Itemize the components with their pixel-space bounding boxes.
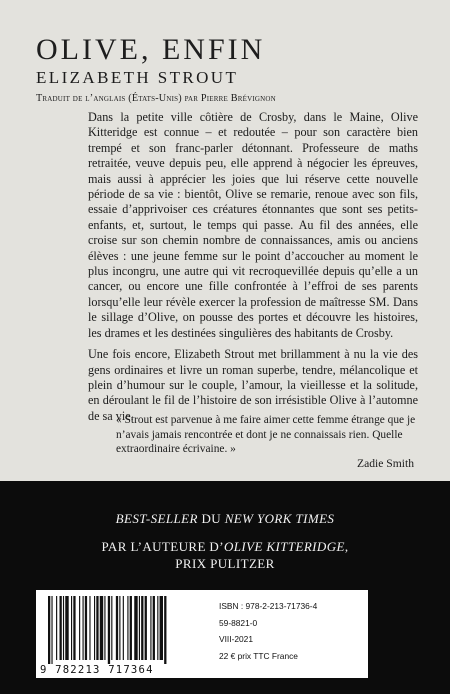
barcode-bar (79, 596, 80, 660)
barcode-bar (164, 596, 166, 664)
book-author-text: ELIZABETH STROUT (36, 68, 239, 87)
book-title (36, 34, 265, 66)
barcode-bar (83, 596, 84, 660)
barcode-bar (96, 596, 98, 660)
authoress-suffix: , (344, 539, 349, 554)
authoress-title: OLIVE KITTERIDGE (223, 539, 345, 554)
book-title-text: OLIVE, ENFIN (36, 33, 266, 66)
authoress-line (0, 539, 450, 555)
book-info (219, 598, 317, 664)
translator-credit: Traduit de l’anglais (États-Unis) par Pierre Brévignon (36, 93, 276, 104)
authoress-prefix: PAR L’AUTEURE D’ (101, 539, 224, 554)
barcode-bar (108, 596, 110, 664)
barcode-bar (153, 596, 155, 660)
prize-line: PRIX PULITZER (175, 556, 275, 571)
barcode-bar (139, 596, 140, 660)
barcode-bar (157, 596, 158, 660)
quote-attribution: Zadie Smith (357, 457, 414, 470)
price-text: 22 € prix TTC France (219, 650, 298, 661)
barcode-bar (150, 596, 151, 660)
barcode-image (48, 596, 198, 664)
review-quote: « Strout est parvenue à me faire aimer cette femme étrange que je n’avais jamais rencontrée et dont je ne connaissais rien. Quelle extraordinaire écrivaine. » (116, 414, 416, 456)
barcode-bar (71, 596, 72, 660)
barcode-bar (141, 596, 143, 660)
barcode-bar (85, 596, 87, 660)
barcode-bar (134, 596, 137, 660)
print-date: VIII-2021 (219, 634, 253, 645)
bestseller-em: BEST-SELLER (115, 511, 198, 526)
barcode-bar (145, 596, 147, 660)
barcode-bar (63, 596, 64, 660)
barcode-bar (65, 596, 68, 660)
barcode-panel (36, 590, 368, 678)
barcode-bar (51, 596, 52, 664)
barcode-bar (130, 596, 132, 660)
barcode-bar (60, 596, 62, 660)
back-cover-lower (0, 481, 450, 694)
barcode-bar (119, 596, 120, 660)
barcode-bar (104, 596, 105, 660)
edition-code: 59-8821-0 (219, 617, 258, 628)
book-author (36, 68, 238, 88)
isbn-text: ISBN : 978-2-213-71736-4 (219, 601, 318, 611)
summary-paragraph-2: Une fois encore, Elizabeth Strout met brillamment à nu la vie des gens ordinaires et livre un roman superbe, tendre, mélancolique et plein d’humour sur le couple, l’amour, la vieillesse et la solitude, en déroulant le fil de l’histoire de son irrésistible Olive à l’automne de sa vie. (88, 347, 418, 423)
book-summary (88, 110, 418, 424)
barcode-bar (89, 596, 90, 660)
barcode-bar (123, 596, 124, 660)
barcode-bar (127, 596, 128, 660)
ean-number: 9 782213 717364 (40, 664, 154, 676)
barcode-bar (73, 596, 75, 660)
barcode-bar (160, 596, 163, 660)
barcode-bar (56, 596, 57, 660)
barcode-bar (94, 596, 95, 660)
barcode-bar (116, 596, 118, 660)
barcode-bar (111, 596, 112, 660)
barcode-bar (48, 596, 50, 664)
summary-paragraph-1: Dans la petite ville côtière de Crosby, dans le Maine, Olive Kitteridge est connue – et redoutée – pour son caractère bien trempé et son franc-parler détonnant. Professeure de maths retraitée, veuve depuis peu, elle apprend à négocier les épreuves, mais aussi à apprécier les joies que lui réserve cette nouvelle période de sa vie : bientôt, Olive se remarie, renoue avec son fils, essaie d’apprivoiser ces créatures étonnantes que sont ses petits-enfants, et, surtout, le temps qui passe. Au fil des années, elle croise sur son chemin nombre de connaissances, amis ou anciens élèves : une jeune femme sur le point d’accoucher au moment le plus incongru, une autre qui vit recroquevillée depuis qu’elle a un cancer, ou encore une fille confrontée à l’effroi de ses parents lorsqu’elle leur révèle exercer la profession de maîtresse SM. Dans le sillage d’Olive, on pousse des portes et découvre les histoires, les drames et les destinées singulières des habitants de Crosby. (88, 110, 418, 340)
bestseller-line (0, 511, 450, 527)
bestseller-paper: NEW YORK TIMES (224, 511, 335, 526)
bestseller-mid: DU (197, 511, 225, 526)
barcode-bar (100, 596, 103, 660)
